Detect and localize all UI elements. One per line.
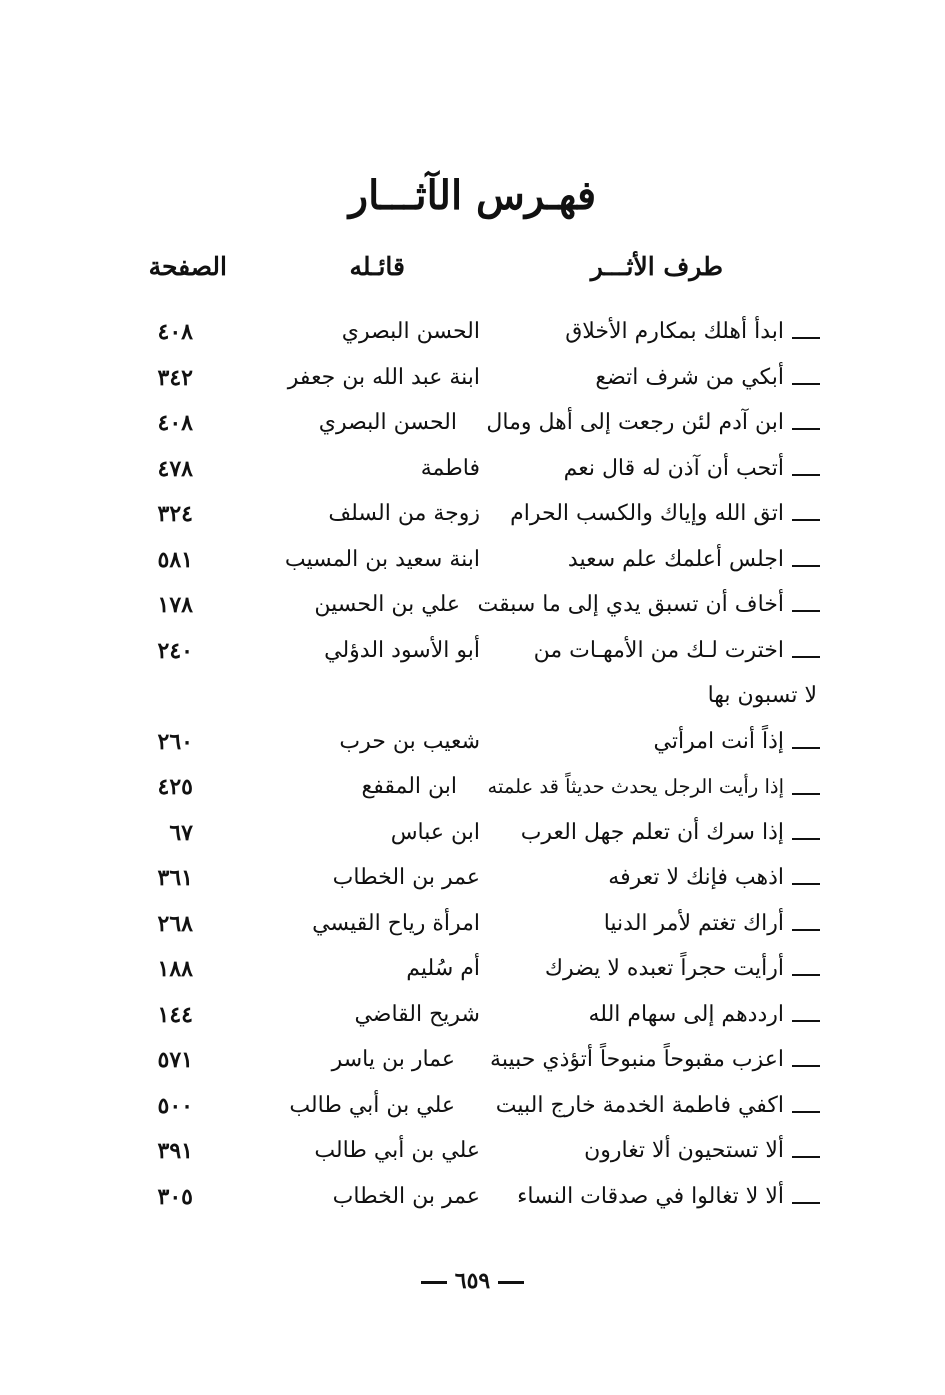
dash-mark xyxy=(792,383,820,385)
table-header xyxy=(0,252,945,292)
dash-mark xyxy=(792,883,820,885)
page-cell: ٤٠٨ xyxy=(157,410,193,436)
page-cell: ٢٦٨ xyxy=(157,910,193,937)
page-cell: ١٧٨ xyxy=(157,592,193,618)
qail-cell: شريح القاضي xyxy=(354,1001,480,1027)
athar-text: إذاً أنت امرأتي xyxy=(653,728,784,754)
qail-cell: عمر بن الخطاب xyxy=(332,865,480,890)
athar-text: اذهب فإنك لا تعرفه xyxy=(608,865,784,890)
page-cell: ٤٠٨ xyxy=(157,319,193,345)
table-row xyxy=(0,995,945,1041)
page-cell: ٢٦٠ xyxy=(157,728,193,755)
table-row xyxy=(0,949,945,995)
athar-text: أبكي من شرف اتضع xyxy=(595,364,784,390)
page-cell: ٣٢٤ xyxy=(157,501,193,527)
table-row xyxy=(0,494,945,540)
qail-cell: أبو الأسود الدؤلي xyxy=(324,637,480,663)
header-athar: طرف الأثـــر xyxy=(590,252,723,281)
dash-mark xyxy=(792,747,820,749)
dash-mark xyxy=(792,929,820,931)
page-cell: ٥٠٠ xyxy=(157,1092,193,1119)
athar-text: ابدأ أهلك بمكارم الأخلاق xyxy=(565,319,784,344)
page-number: ٦٥٩ xyxy=(454,1268,491,1294)
qail-cell: علي بن أبي طالب xyxy=(314,1138,480,1163)
page-cell: ٤٧٨ xyxy=(157,455,193,482)
table-row xyxy=(0,312,945,358)
athar-text: أرأيت حجراً تعبده لا يضرك xyxy=(544,956,784,981)
athar-text: اجلس أعلمك علم سعيد xyxy=(567,546,784,572)
qail-cell: الحسن البصري xyxy=(318,410,457,435)
qail-cell: ابنة سعيد بن المسيب xyxy=(284,546,480,572)
page-title: فهـرس الآثـــار xyxy=(348,172,597,219)
dash-mark xyxy=(792,474,820,476)
dash-mark xyxy=(792,428,820,430)
dash-mark xyxy=(792,610,820,612)
header-qail: قائـله xyxy=(349,252,405,281)
table-row-continuation xyxy=(0,676,945,722)
dash-mark xyxy=(792,337,820,339)
athar-text: اكفي فاطمة الخدمة خارج البيت xyxy=(495,1092,784,1118)
athar-cell xyxy=(589,995,821,1035)
athar-text: ألا تستحيون ألا تغارون xyxy=(584,1138,784,1163)
table-row xyxy=(0,904,945,950)
dash-mark xyxy=(792,974,820,976)
athar-cell xyxy=(565,312,820,352)
qail-cell: ابن المقفع xyxy=(361,774,457,799)
athar-cell xyxy=(604,904,820,944)
dash-mark xyxy=(792,1202,820,1204)
athar-text: إذا رأيت الرجل يحدث حديثاً قد علمته xyxy=(487,775,784,798)
athar-cell xyxy=(490,1040,820,1080)
table-row xyxy=(0,1086,945,1132)
table-row xyxy=(0,722,945,768)
dash-mark xyxy=(792,519,820,521)
dash-mark xyxy=(792,838,820,840)
table-row xyxy=(0,1177,945,1223)
athar-cell xyxy=(477,585,820,625)
athar-cell xyxy=(521,813,820,853)
page-cell: ٤٢٥ xyxy=(157,774,193,800)
athar-cell xyxy=(654,722,820,762)
table-row xyxy=(0,585,945,631)
athar-cell xyxy=(584,1131,820,1171)
dash-mark xyxy=(792,1065,820,1067)
athar-cell xyxy=(595,358,820,398)
page-cell: ٣٦١ xyxy=(157,865,193,891)
qail-cell: ابنة عبد الله بن جعفر xyxy=(287,364,480,390)
athar-text: أتحب أن آذن له قال نعم xyxy=(563,455,784,481)
athar-cell xyxy=(496,1086,820,1126)
qail-cell: أم سُليم xyxy=(406,956,480,981)
athar-cell xyxy=(534,631,820,671)
table-row xyxy=(0,449,945,495)
athar-text: اخترت لـك من الأمهـات من xyxy=(533,637,784,663)
table-row xyxy=(0,1040,945,1086)
page-cell: ٦٧ xyxy=(169,819,193,846)
athar-cell xyxy=(545,949,820,989)
footer-dash xyxy=(498,1281,524,1284)
qail-cell: عمر بن الخطاب xyxy=(332,1183,480,1209)
table-row xyxy=(0,540,945,586)
index-list xyxy=(0,312,945,1222)
athar-cell xyxy=(517,1177,820,1217)
dash-mark xyxy=(792,1111,820,1113)
athar-text: أراك تغتم لأمر الدنيا xyxy=(603,910,784,936)
athar-text: إذا سرك أن تعلم جهل العرب xyxy=(520,819,784,845)
page-cell: ٥٨١ xyxy=(157,546,193,573)
page-footer xyxy=(0,1268,945,1294)
table-row xyxy=(0,858,945,904)
dash-mark xyxy=(792,1156,820,1158)
athar-text: اتق الله وإياك والكسب الحرام xyxy=(510,501,784,526)
table-row xyxy=(0,767,945,813)
athar-text: ابن آدم لئن رجعت إلى أهل ومال xyxy=(486,410,784,435)
table-row xyxy=(0,631,945,677)
table-row xyxy=(0,1131,945,1177)
qail-cell: علي بن الحسين xyxy=(314,592,460,617)
athar-cell xyxy=(510,494,820,534)
qail-cell: علي بن أبي طالب xyxy=(289,1092,455,1118)
athar-cell xyxy=(564,449,820,489)
athar-text: ارددهم إلى سهام الله xyxy=(588,1001,784,1027)
page-cell: ٣٩١ xyxy=(157,1138,193,1164)
athar-cell xyxy=(488,767,820,807)
page-cell: ٣٠٥ xyxy=(157,1183,193,1210)
qail-cell: امرأة رياح القيسي xyxy=(312,910,480,936)
dash-mark xyxy=(792,656,820,658)
dash-mark xyxy=(792,1020,820,1022)
qail-cell: شعيب بن حرب xyxy=(339,728,480,754)
dash-mark xyxy=(792,565,820,567)
table-row xyxy=(0,358,945,404)
athar-cell xyxy=(608,858,820,898)
dash-mark xyxy=(792,793,820,795)
header-page: الصفحة xyxy=(148,252,227,281)
athar-text-continuation: لا تسبون بها xyxy=(707,683,817,708)
page-cell: ١٨٨ xyxy=(157,956,193,982)
page-cell: ٢٤٠ xyxy=(157,637,193,664)
athar-cell xyxy=(568,540,820,580)
qail-cell: عمار بن ياسر xyxy=(331,1047,455,1072)
page-cell: ٥٧١ xyxy=(157,1047,193,1073)
qail-cell: ابن عباس xyxy=(390,819,480,845)
table-row xyxy=(0,813,945,859)
athar-text: أخاف أن تسبق يدي إلى ما سبقت xyxy=(477,592,784,617)
athar-cell xyxy=(486,403,820,443)
athar-text: ألا لا تغالوا في صدقات النساء xyxy=(517,1183,784,1209)
footer-dash xyxy=(421,1281,447,1284)
table-row xyxy=(0,403,945,449)
athar-text: اعزب مقبوحاً منبوحاً أتؤذي حبيبة xyxy=(490,1047,784,1072)
qail-cell: فاطمة xyxy=(420,455,480,481)
page-cell: ١٤٤ xyxy=(157,1001,193,1028)
qail-cell: زوجة من السلف xyxy=(328,501,480,526)
page-cell: ٣٤٢ xyxy=(157,364,193,391)
qail-cell: الحسن البصري xyxy=(341,319,480,344)
